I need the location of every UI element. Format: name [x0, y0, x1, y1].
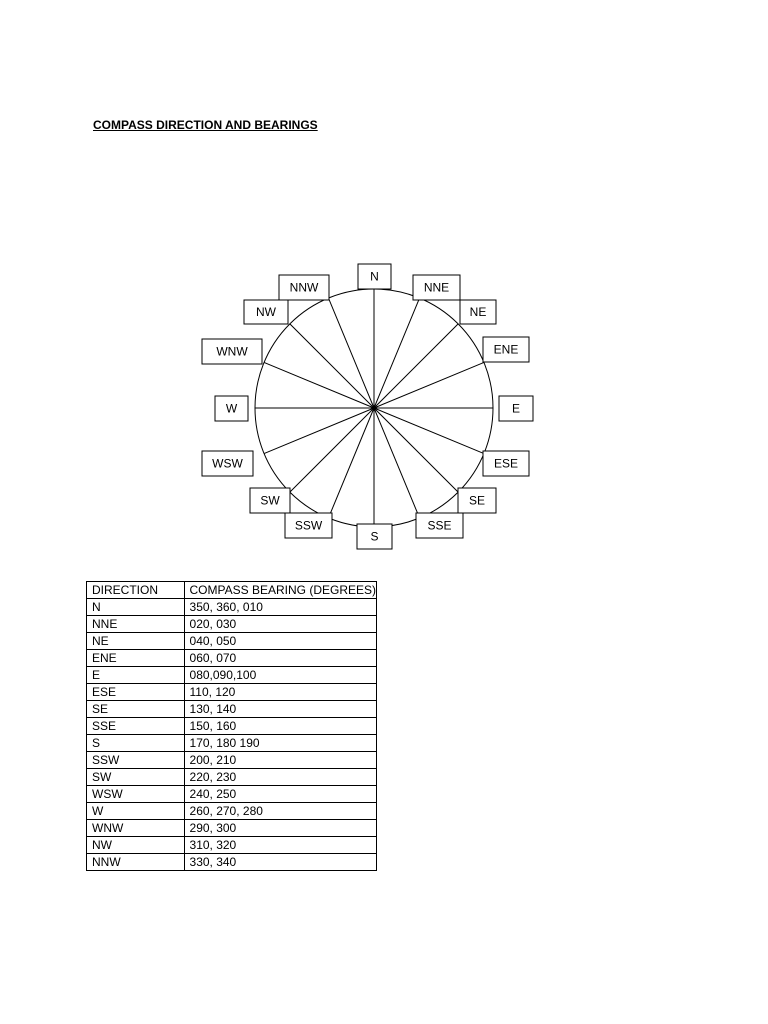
table-row: [87, 701, 377, 718]
compass-label-e: E: [511, 401, 521, 416]
compass-labels: [202, 264, 533, 549]
direction-cell: ESE: [87, 684, 185, 701]
compass-spoke-ne: [374, 324, 458, 408]
direction-cell: WNW: [87, 820, 185, 837]
column-header-direction: DIRECTION: [87, 582, 185, 599]
bearing-cell: 110, 120: [184, 684, 376, 701]
direction-cell: E: [87, 667, 185, 684]
direction-cell: N: [87, 599, 185, 616]
table-row: [87, 820, 377, 837]
bearing-cell: 310, 320: [184, 837, 376, 854]
compass-label-se: SE: [468, 493, 486, 508]
bearings-table: [86, 581, 377, 871]
bearing-cell: 040, 050: [184, 633, 376, 650]
compass-label-ssw: SSW: [294, 518, 323, 533]
direction-cell: W: [87, 803, 185, 820]
direction-cell: NNW: [87, 854, 185, 871]
compass-spoke-nw: [290, 324, 374, 408]
bearing-cell: 060, 070: [184, 650, 376, 667]
compass-label-sw: SW: [260, 493, 280, 508]
bearing-cell: 350, 360, 010: [184, 599, 376, 616]
table-row: [87, 735, 377, 752]
table-row: [87, 599, 377, 616]
direction-cell: S: [87, 735, 185, 752]
compass-label-wnw: WNW: [216, 344, 248, 359]
direction-cell: SSW: [87, 752, 185, 769]
compass-label-wsw: WSW: [212, 456, 243, 471]
compass-label-ese: ESE: [493, 456, 519, 471]
compass-label-w: W: [225, 401, 238, 416]
table-row: [87, 837, 377, 854]
table-row: [87, 718, 377, 735]
table-row: [87, 769, 377, 786]
bearing-cell: 240, 250: [184, 786, 376, 803]
bearing-cell: 330, 340: [184, 854, 376, 871]
direction-cell: SE: [87, 701, 185, 718]
compass-label-sse: SSE: [427, 518, 452, 533]
table-row: [87, 854, 377, 871]
table-row: [87, 633, 377, 650]
direction-cell: NE: [87, 633, 185, 650]
compass-label-s: S: [370, 529, 379, 544]
table-row: [87, 667, 377, 684]
table-header-row: [87, 582, 377, 599]
direction-cell: SSE: [87, 718, 185, 735]
compass-label-ene: ENE: [493, 342, 519, 357]
direction-cell: SW: [87, 769, 185, 786]
table-row: [87, 616, 377, 633]
compass-spoke-sw: [290, 408, 374, 492]
direction-cell: NW: [87, 837, 185, 854]
column-header-bearing: COMPASS BEARING (DEGREES): [184, 582, 376, 599]
compass-label-nw: NW: [256, 305, 276, 319]
direction-cell: WSW: [87, 786, 185, 803]
compass-label-ne: NE: [469, 305, 487, 319]
bearing-cell: 020, 030: [184, 616, 376, 633]
bearing-cell: 170, 180 190: [184, 735, 376, 752]
compass-label-nnw: NNW: [289, 280, 319, 295]
bearing-cell: 220, 230: [184, 769, 376, 786]
page-title: COMPASS DIRECTION AND BEARINGS: [93, 118, 318, 132]
table-row: [87, 752, 377, 769]
bearing-cell: 290, 300: [184, 820, 376, 837]
bearing-cell: 260, 270, 280: [184, 803, 376, 820]
bearing-cell: 130, 140: [184, 701, 376, 718]
compass-label-n: N: [370, 269, 379, 284]
compass-spokes: [255, 289, 493, 527]
table-row: [87, 786, 377, 803]
table-row: [87, 684, 377, 701]
bearing-cell: 080,090,100: [184, 667, 376, 684]
bearing-cell: 200, 210: [184, 752, 376, 769]
direction-cell: ENE: [87, 650, 185, 667]
table-row: [87, 803, 377, 820]
table-row: [87, 650, 377, 667]
compass-spoke-se: [374, 408, 458, 492]
compass-label-nne: NNE: [423, 280, 450, 295]
bearing-cell: 150, 160: [184, 718, 376, 735]
direction-cell: NNE: [87, 616, 185, 633]
